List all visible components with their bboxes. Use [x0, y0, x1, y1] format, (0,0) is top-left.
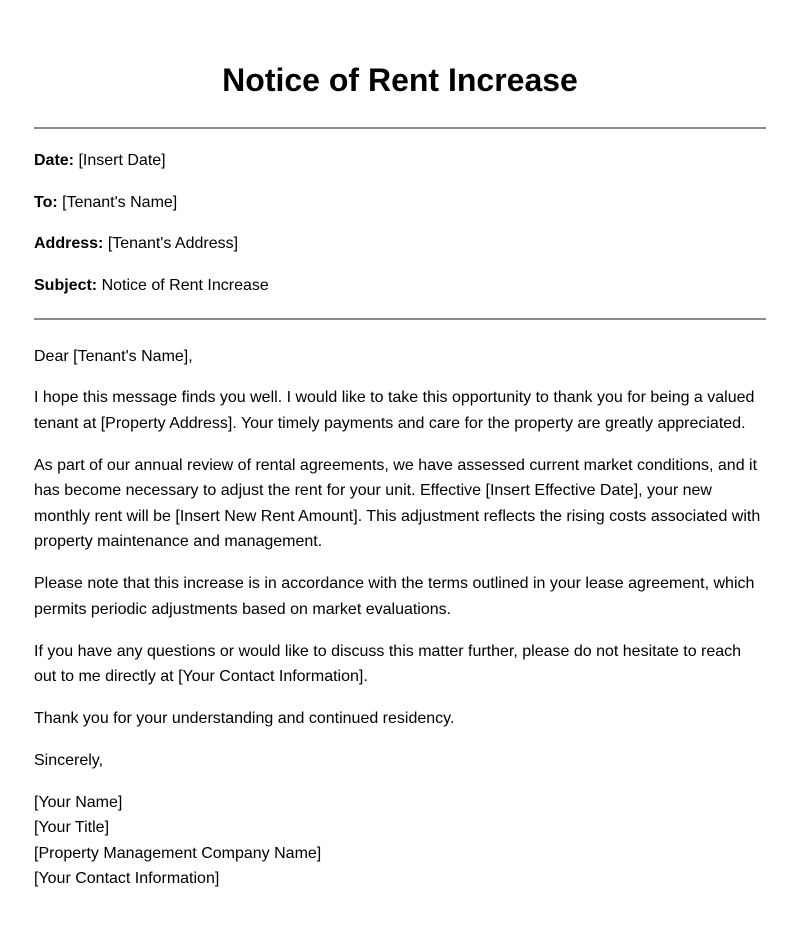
date-label: Date:	[34, 152, 75, 169]
subject-label: Subject:	[34, 276, 98, 294]
signature-contact: [Your Contact Information]	[34, 870, 220, 888]
to-label: To:	[34, 193, 58, 211]
subject-value: Notice of Rent Increase	[101, 276, 269, 294]
signature-company: [Property Management Company Name]	[34, 844, 322, 862]
letter-fields	[34, 129, 766, 296]
address-value: [Tenant's Address]	[107, 235, 239, 252]
to-value: [Tenant's Name]	[62, 193, 178, 211]
page-title: Notice of Rent Increase	[222, 62, 578, 98]
date-value: [Insert Date]	[78, 152, 166, 169]
signature-name: [Your Name]	[34, 793, 123, 811]
body-paragraph: If you have any questions or would like to discuss this matter further, please do not hesitate to reach out to me directly at [Your Contact Information].	[34, 642, 742, 686]
letter-body	[34, 320, 766, 892]
letter-page	[34, 0, 766, 892]
body-paragraph: As part of our annual review of rental agreements, we have assessed current market conditions, and it has become necessary to adjust the rent for your unit. Effective [Insert Effective Date], your new monthly rent will be [Insert New Rent Amount]. This adjustment reflects the rising costs associated with property maintenance and management.	[34, 456, 761, 551]
signature-block	[34, 790, 766, 892]
body-paragraph: Please note that this increase is in accordance with the terms outlined in your lease agreement, which permits periodic adjustments based on market evaluations.	[34, 575, 755, 618]
body-paragraph: I hope this message finds you well. I would like to take this opportunity to thank you for being a valued tenant at [Property Address]. Your timely payments and care for the property are greatly appreciated.	[34, 389, 755, 432]
date-field	[34, 151, 766, 171]
body-paragraph: Thank you for your understanding and continued residency.	[34, 709, 455, 727]
address-label: Address:	[34, 235, 104, 252]
to-field	[34, 193, 766, 213]
subject-field	[34, 276, 766, 296]
address-field	[34, 234, 766, 254]
closing: Sincerely,	[34, 751, 104, 769]
salutation: Dear [Tenant's Name],	[34, 347, 193, 365]
signature-title: [Your Title]	[34, 819, 110, 837]
